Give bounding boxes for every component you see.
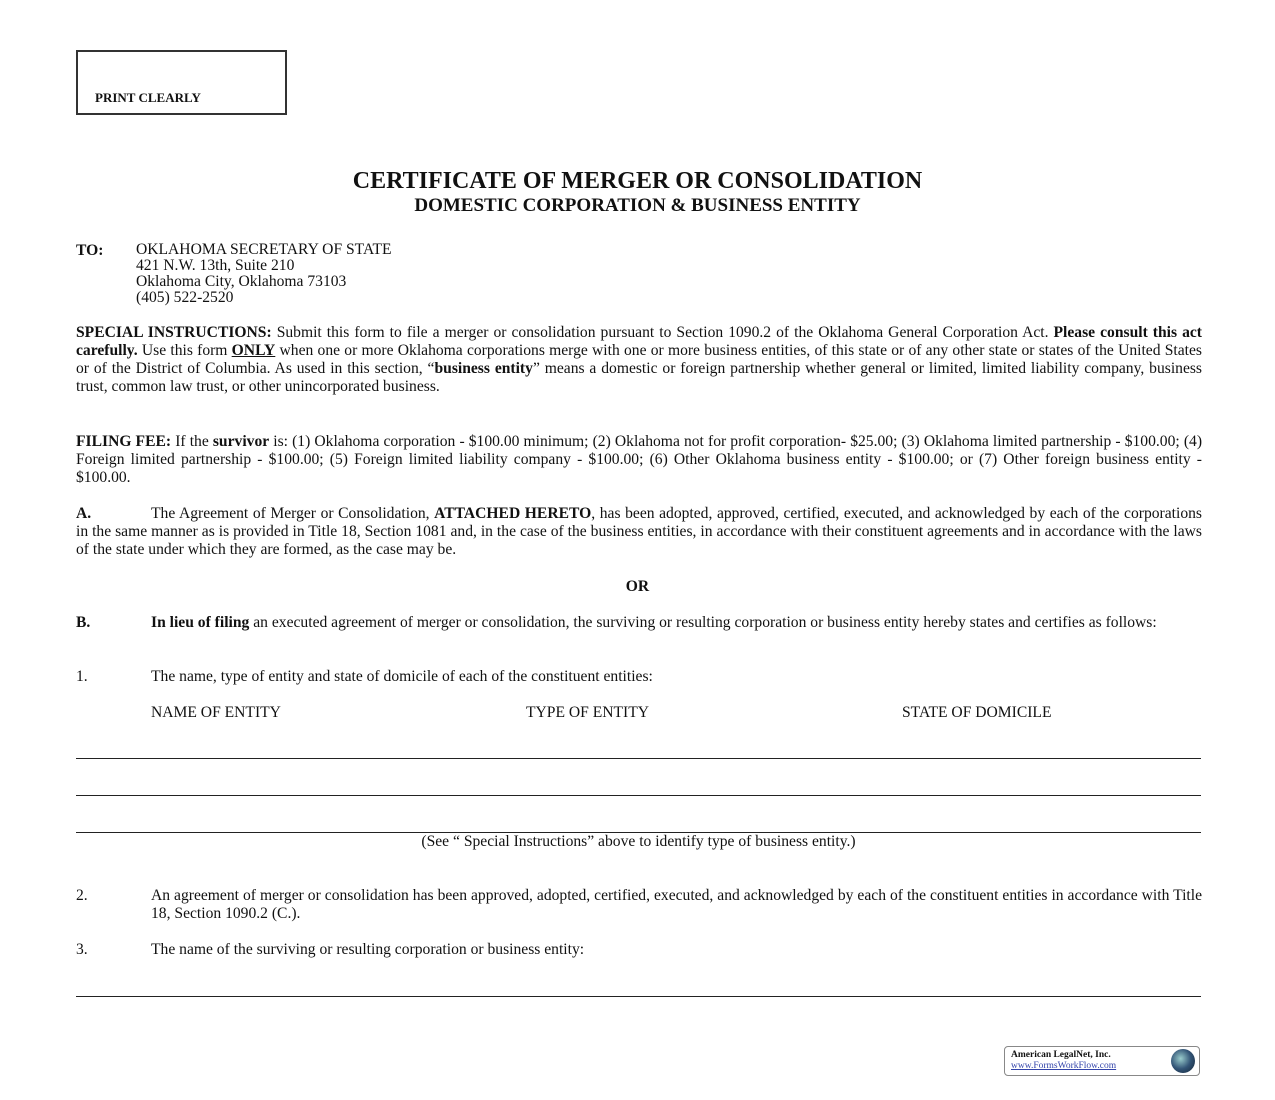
text: Use this form xyxy=(137,342,232,359)
entity-input-line[interactable] xyxy=(76,795,1201,796)
address-block xyxy=(136,242,392,306)
text: Submit this form to file a merger or consolidation pursuant to Section 1090.2 of the Oklahoma General Corporation Act. xyxy=(271,324,1054,341)
entity-input-line[interactable] xyxy=(76,758,1201,759)
address-line: OKLAHOMA SECRETARY OF STATE xyxy=(136,241,392,258)
column-header-type: TYPE OF ENTITY xyxy=(526,704,650,721)
item-number: 2. xyxy=(76,887,88,904)
text: when one or more Oklahoma corporations merge with one or more business entities, of this state or of any other state or states of the United States or of the District of Columbia. As used in this section, “ xyxy=(76,342,1202,377)
document-subtitle: DOMESTIC CORPORATION & BUSINESS ENTITY xyxy=(414,195,861,216)
to-label: TO: xyxy=(76,242,104,259)
text: If the xyxy=(171,433,213,450)
address-line: (405) 522-2520 xyxy=(136,289,234,306)
fee-label: FILING FEE: xyxy=(76,433,172,450)
item-3-text: The name of the surviving or resulting corporation or business entity: xyxy=(151,941,585,958)
american-legalnet-logo[interactable] xyxy=(1004,1046,1200,1076)
text: survivor xyxy=(212,433,270,450)
special-label: SPECIAL INSTRUCTIONS: xyxy=(76,324,272,341)
or-divider: OR xyxy=(625,578,650,595)
text: , has been adopted, approved, certified, executed, and acknowledged by each of the corporations in the same manner as is provided in Title 18, Section 1081 and, in the case of the business entities, in accordance with their constituent agreements and in accordance with the laws of the state under which they are formed, as the case may be. xyxy=(76,505,1202,558)
text: business entity xyxy=(434,360,533,377)
logo-company: American LegalNet, Inc. xyxy=(1011,1050,1111,1060)
column-header-name: NAME OF ENTITY xyxy=(151,704,281,721)
survivor-name-input-line[interactable] xyxy=(76,996,1201,997)
section-b xyxy=(76,614,1202,632)
text: In lieu of filing xyxy=(151,614,250,631)
text: Please consult this act carefully. xyxy=(76,324,1202,359)
text: is: (1) Oklahoma corporation - $100.00 minimum; (2) Oklahoma not for profit corporation- $25.00; (3) Oklahoma limited partnership - $100.00; (4) Foreign limited partnership - $100.00; (5) Foreign limited liability company - $100.00; (6) Other Oklahoma business entity - $100.00; or (7) Other foreign business entity - $100.00. xyxy=(76,433,1203,486)
print-clearly-box xyxy=(76,50,287,115)
section-a xyxy=(76,505,1202,559)
entity-type-note: (See “ Special Instructions” above to identify type of business entity.) xyxy=(421,833,856,850)
item-number: 1. xyxy=(76,668,88,685)
section-b-label: B. xyxy=(76,614,91,631)
globe-icon xyxy=(1171,1049,1195,1073)
logo-url-link[interactable]: www.FormsWorkFlow.com xyxy=(1011,1061,1117,1071)
print-clearly-label: PRINT CLEARLY xyxy=(95,90,201,105)
item-number: 3. xyxy=(76,941,88,958)
section-a-label: A. xyxy=(76,505,92,522)
address-line: 421 N.W. 13th, Suite 210 xyxy=(136,257,295,274)
text: an executed agreement of merger or consolidation, the surviving or resulting corporation or business entity hereby states and certifies as follows: xyxy=(249,614,1157,631)
special-instructions xyxy=(76,324,1202,396)
document-title: CERTIFICATE OF MERGER OR CONSOLIDATION xyxy=(352,168,923,194)
column-header-state: STATE OF DOMICILE xyxy=(902,704,1052,721)
filing-fee xyxy=(76,433,1202,487)
text: The Agreement of Merger or Consolidation, xyxy=(151,505,435,522)
item-2-text: An agreement of merger or consolidation has been approved, adopted, certified, executed, and acknowledged by each of the constituent entities in accordance with Title 18, Section 1090.2 (C.). xyxy=(151,887,1202,922)
address-line: Oklahoma City, Oklahoma 73103 xyxy=(136,273,347,290)
text: ” means a domestic or foreign partnership whether general or limited, limited liability company, business trust, common law trust, or other unincorporated business. xyxy=(76,360,1203,395)
text: ATTACHED HERETO xyxy=(434,505,592,522)
text: ONLY xyxy=(231,342,276,359)
item-1-text: The name, type of entity and state of domicile of each of the constituent entities: xyxy=(151,668,653,685)
